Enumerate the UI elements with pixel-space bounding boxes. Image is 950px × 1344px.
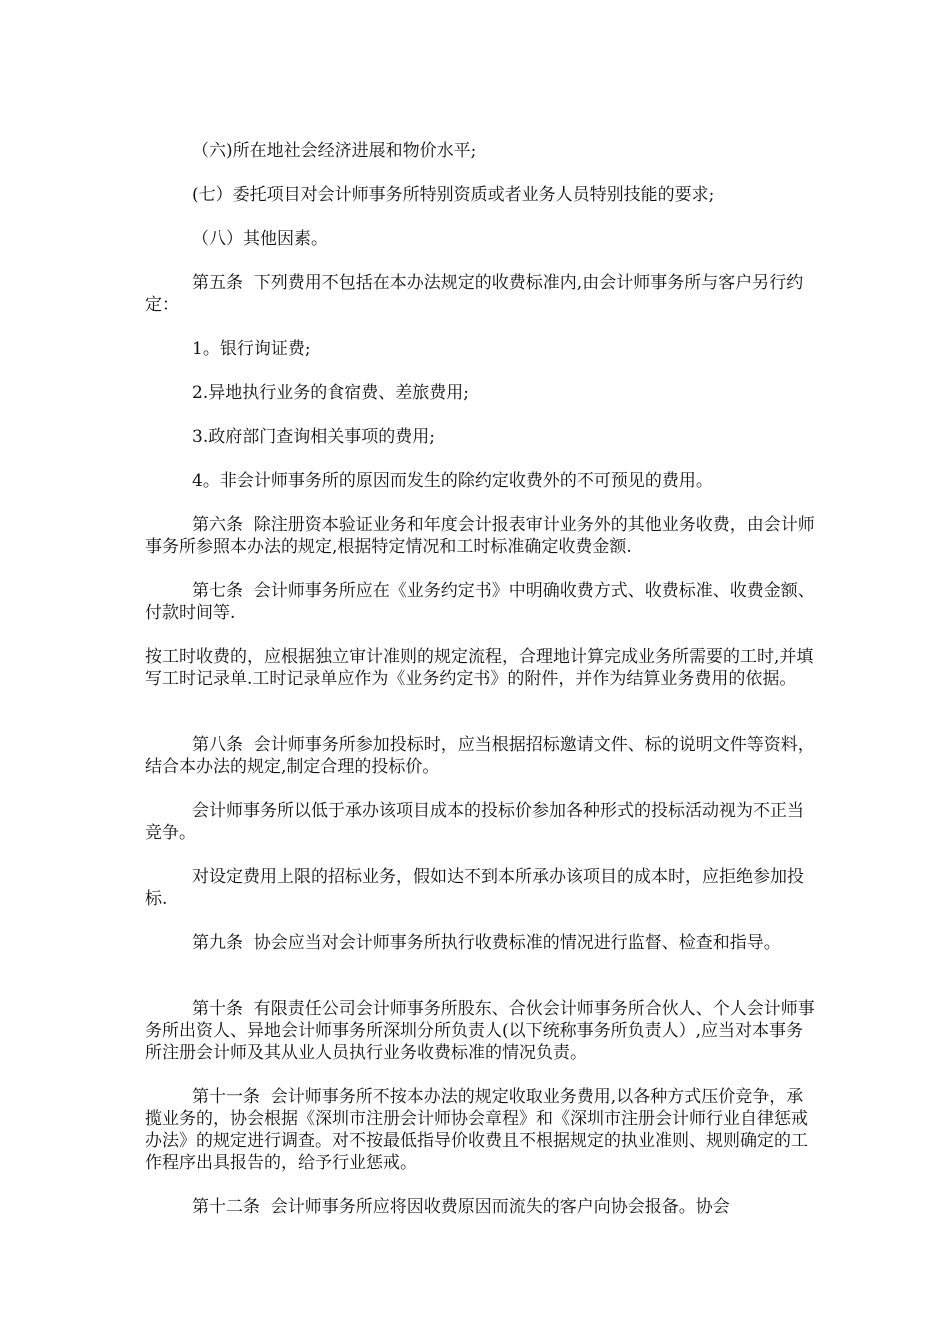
paragraph-article-5: 第五条 下列费用不包括在本办法规定的收费标准内,由会计师事务所与客户另行约定： — [145, 273, 804, 315]
paragraph-article-11: 第十一条 会计师事务所不按本办法的规定收取业务费用,以各种方式压价竞争，承揽业务的，协会根据《深圳市注册会计师协会章程》和《深圳市注册会计师行业自律惩戒办法》的规定进行调查。对不按最低指导价收费且不根据规定的执业准则、规则确定的工作程序出具报告的，给予行业惩戒。 — [145, 1087, 808, 1173]
paragraph-article-9: 第九条 协会应当对会计师事务所执行收费标准的情况进行监督、检查和指导。 — [192, 933, 781, 953]
paragraph-item-8: （八）其他因素。 — [192, 229, 328, 249]
paragraph-item-7: (七）委托项目对会计师事务所特别资质或者业务人员特别技能的要求; — [192, 185, 715, 205]
paragraph-fee-2: 2.异地执行业务的食宿费、差旅费用; — [192, 383, 469, 403]
paragraph-fee-1: 1。银行询证费; — [192, 339, 311, 359]
paragraph-article-12: 第十二条 会计师事务所应将因收费原因而流失的客户向协会报备。协会 — [192, 1197, 730, 1217]
paragraph-fee-3: 3.政府部门查询相关事项的费用; — [192, 427, 435, 447]
paragraph-hourly-billing: 按工时收费的，应根据独立审计准则的规定流程，合理地计算完成业务所需要的工时,并填写工时记录单.工时记录单应作为《业务约定书》的附件，并作为结算业务费用的依据。 — [145, 647, 814, 689]
paragraph-unfair-competition: 会计师事务所以低于承办该项目成本的投标价参加各种形式的投标活动视为不正当竞争。 — [145, 801, 804, 843]
paragraph-article-8: 第八条 会计师事务所参加投标时，应当根据招标邀请文件、标的说明文件等资料，结合本办法的规定,制定合理的投标价。 — [145, 735, 815, 777]
paragraph-fee-4: 4。非会计师事务所的原因而发生的除约定收费外的不可预见的费用。 — [192, 471, 713, 491]
paragraph-article-10: 第十条 有限责任公司会计师事务所股东、合伙会计师事务所合伙人、个人会计师事务所出资人、异地会计师事务所深圳分所负责人(以下统称事务所负责人）,应当对本事务所注册会计师及其从业人员执行业务收费标准的情况负责。 — [145, 999, 815, 1063]
paragraph-article-7: 第七条 会计师事务所应在《业务约定书》中明确收费方式、收费标准、收费金额、付款时间等. — [145, 581, 815, 623]
paragraph-fee-cap: 对设定费用上限的招标业务，假如达不到本所承办该项目的成本时，应拒绝参加投标. — [145, 867, 804, 909]
paragraph-article-6: 第六条 除注册资本验证业务和年度会计报表审计业务外的其他业务收费，由会计师事务所参照本办法的规定,根据特定情况和工时标准确定收费金额. — [145, 515, 815, 557]
paragraph-item-6: （六)所在地社会经济进展和物价水平; — [192, 141, 477, 161]
